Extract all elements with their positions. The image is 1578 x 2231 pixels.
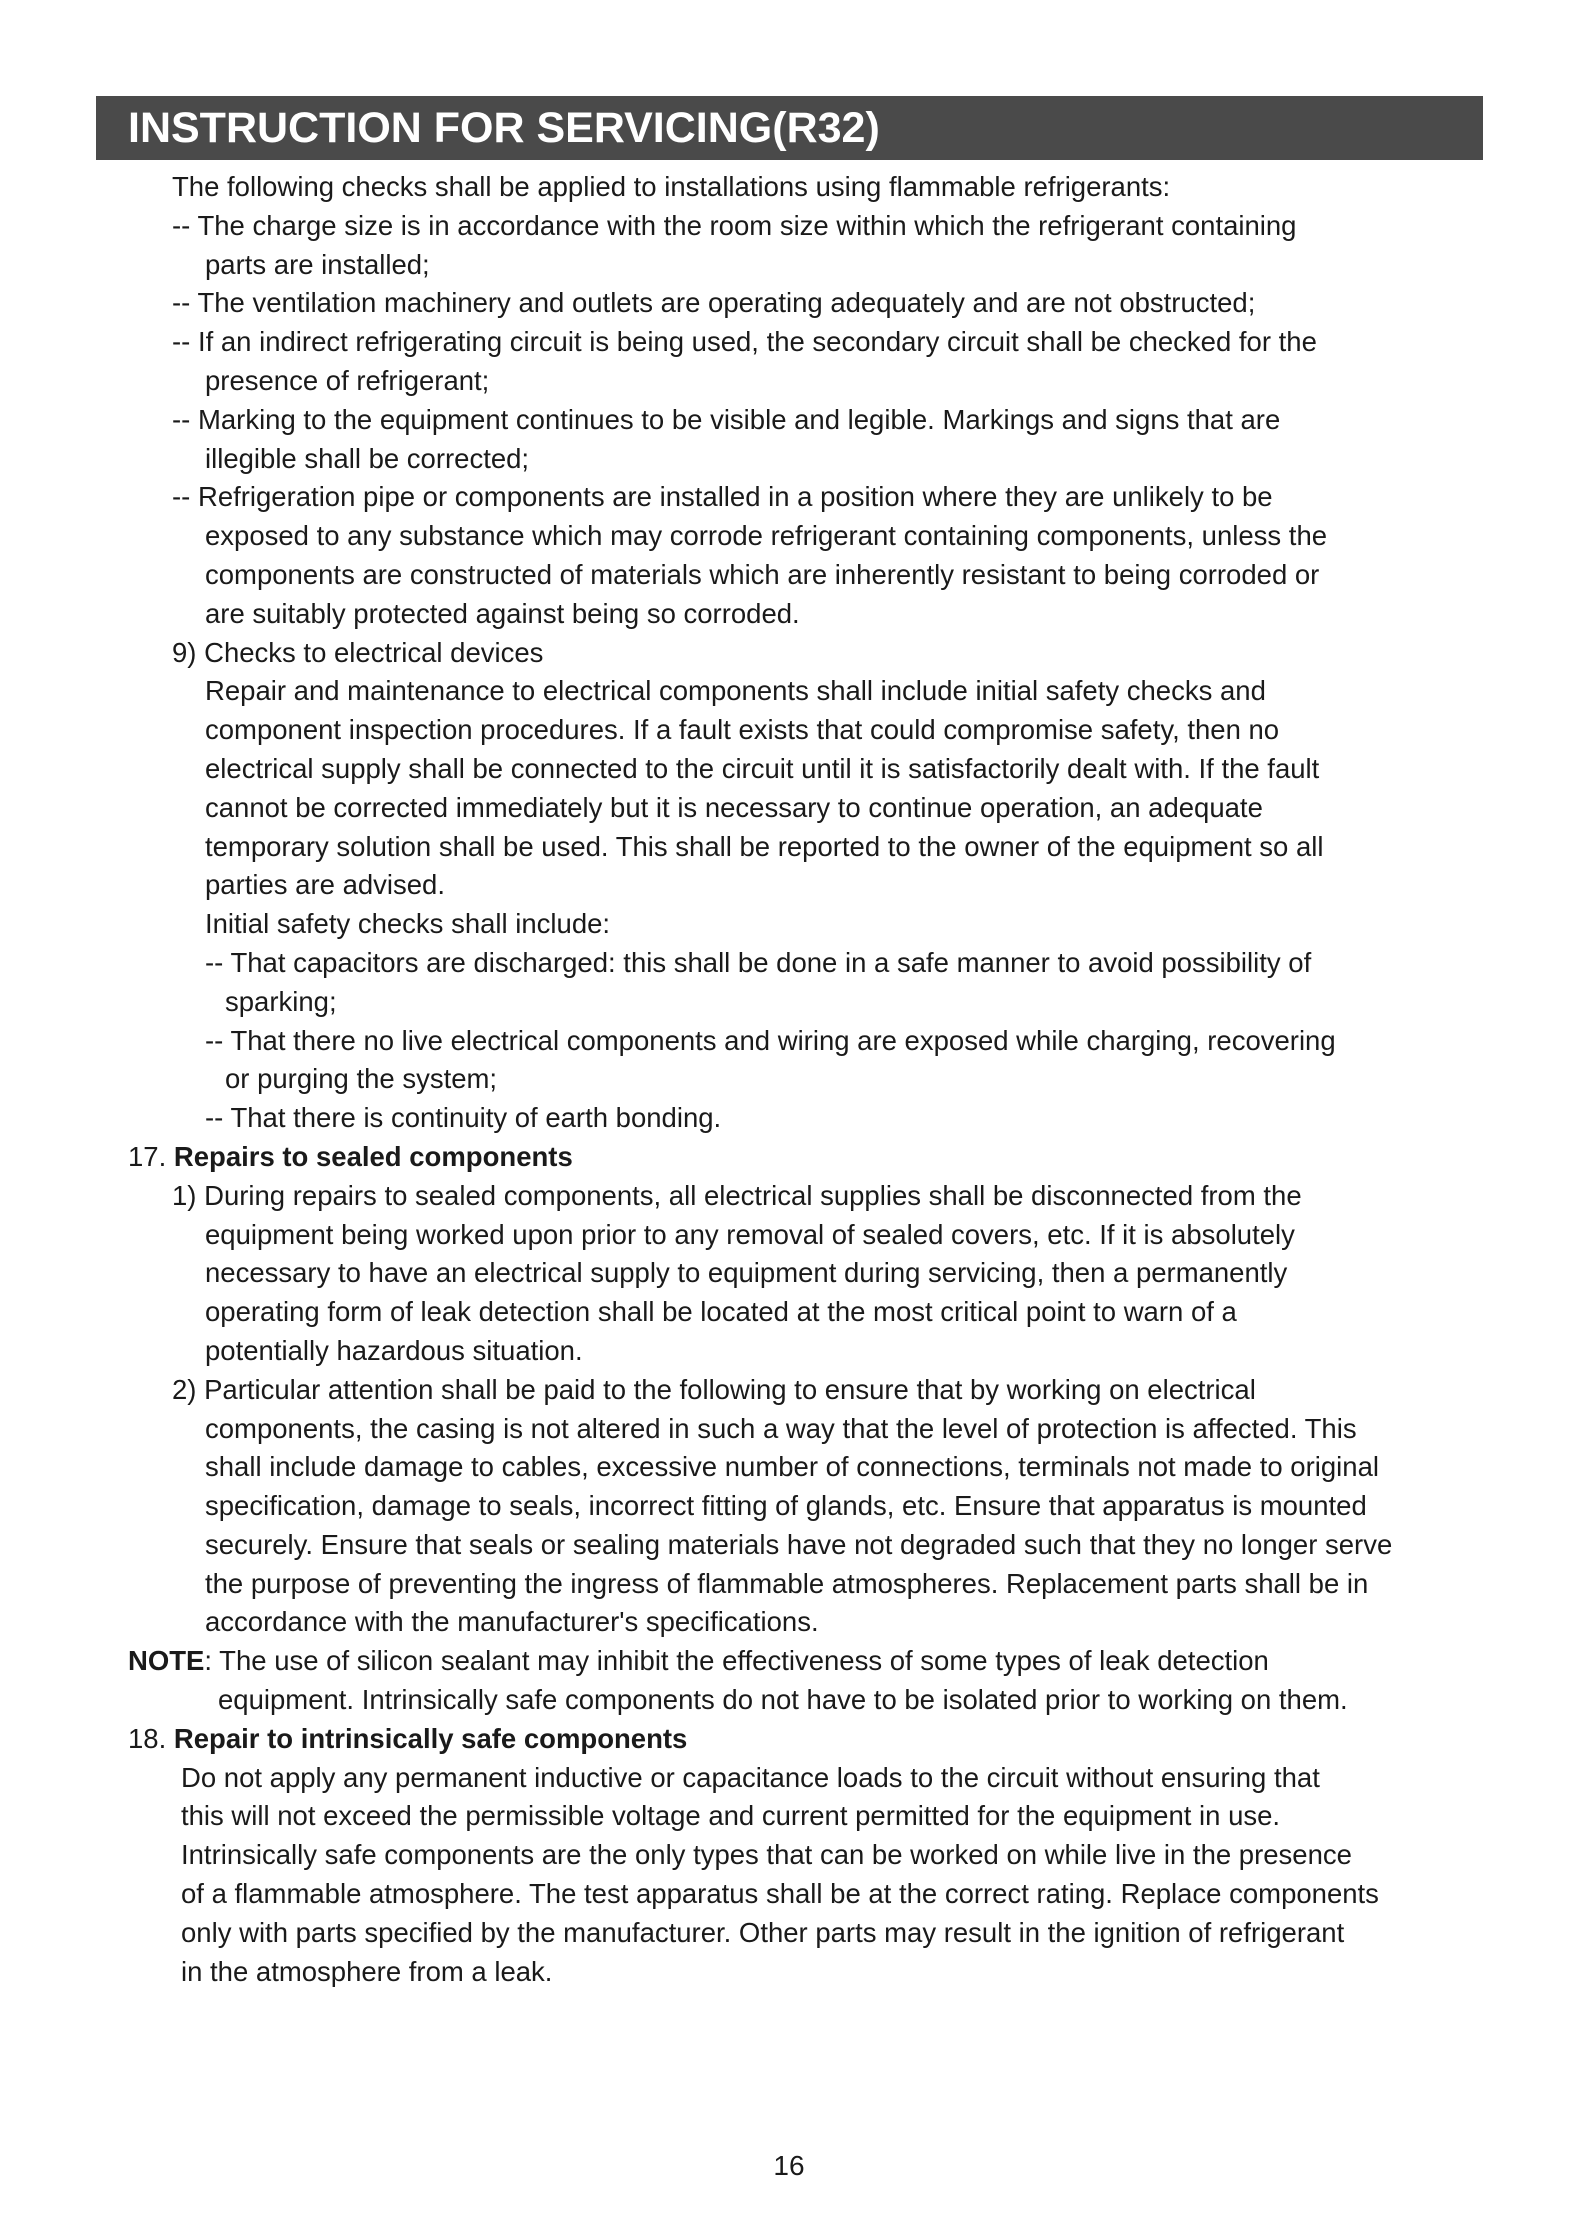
text-line	[0, 944, 1578, 983]
text-segment: Initial safety checks shall include:	[205, 908, 611, 940]
bold-text: NOTE	[128, 1645, 205, 1677]
text-line	[0, 1953, 1578, 1992]
text-line	[0, 1022, 1578, 1061]
text-segment: components, the casing is not altered in such a way that the level of protection is affected. This	[205, 1412, 1357, 1444]
text-line	[0, 1681, 1578, 1720]
text-segment: Repair and maintenance to electrical components shall include initial safety checks and	[205, 675, 1266, 707]
text-segment: potentially hazardous situation.	[205, 1334, 583, 1366]
text-segment: securely. Ensure that seals or sealing materials have not degraded such that they no longer serve	[205, 1528, 1393, 1560]
text-line	[0, 246, 1578, 285]
text-segment: component inspection procedures. If a fault exists that could compromise safety, then no	[205, 714, 1280, 746]
text-line	[0, 1332, 1578, 1371]
text-segment: The following checks shall be applied to installations using flammable refrigerants:	[172, 171, 1171, 202]
text-segment: parts are installed;	[205, 248, 430, 280]
text-line	[0, 1216, 1578, 1255]
text-line	[0, 1875, 1578, 1914]
text-line	[0, 1526, 1578, 1565]
text-segment: equipment being worked upon prior to any removal of sealed covers, etc. If it is absolutely	[205, 1218, 1295, 1250]
text-segment: Intrinsically safe components are the only types that can be worked on while live in the presence	[181, 1839, 1352, 1871]
text-line	[0, 440, 1578, 479]
text-line	[0, 1371, 1578, 1410]
text-segment: this will not exceed the permissible voltage and current permitted for the equipment in use.	[181, 1800, 1281, 1832]
text-line	[0, 828, 1578, 867]
text-line	[0, 1603, 1578, 1642]
text-line	[0, 672, 1578, 711]
text-segment: -- The charge size is in accordance with the room size within which the refrigerant containing	[172, 209, 1297, 241]
text-segment: 9) Checks to electrical devices	[172, 636, 544, 668]
text-line	[0, 362, 1578, 401]
text-line	[0, 634, 1578, 673]
text-segment: in the atmosphere from a leak.	[181, 1955, 553, 1987]
text-line	[0, 556, 1578, 595]
text-line	[0, 478, 1578, 517]
text-line	[0, 983, 1578, 1022]
text-segment: -- That there is continuity of earth bonding.	[205, 1102, 722, 1134]
text-line	[0, 1060, 1578, 1099]
page-number: 16	[773, 2150, 805, 2181]
text-line	[0, 1138, 1578, 1177]
bold-text: Repair to intrinsically safe components	[173, 1722, 688, 1754]
text-line	[0, 323, 1578, 362]
text-segment: electrical supply shall be connected to the circuit until it is satisfactorily dealt with. If the fault	[205, 752, 1320, 784]
text-segment: necessary to have an electrical supply to equipment during servicing, then a permanently	[205, 1257, 1288, 1289]
text-segment: cannot be corrected immediately but it is necessary to continue operation, an adequate	[205, 791, 1263, 823]
text-segment: parties are advised.	[205, 869, 445, 901]
text-segment: specification, damage to seals, incorrect fitting of glands, etc. Ensure that apparatus is mounted	[205, 1490, 1367, 1522]
text-segment: the purpose of preventing the ingress of flammable atmospheres. Replacement parts shall be in	[205, 1567, 1369, 1599]
section-header-bar	[96, 96, 1483, 160]
text-segment: or purging the system;	[225, 1063, 498, 1095]
text-segment: operating form of leak detection shall be located at the most critical point to warn of a	[205, 1296, 1237, 1328]
text-line	[0, 168, 1578, 207]
text-segment: exposed to any substance which may corrode refrigerant containing components, unless the	[205, 520, 1328, 552]
text-line	[0, 905, 1578, 944]
text-segment: are suitably protected against being so corroded.	[205, 597, 800, 629]
text-line	[0, 1254, 1578, 1293]
text-segment: components are constructed of materials which are inherently resistant to being corroded or	[205, 558, 1320, 590]
section-title: INSTRUCTION FOR SERVICING(R32)	[128, 104, 880, 152]
text-segment: accordance with the manufacturer's specifications.	[205, 1606, 819, 1638]
text-line	[0, 1642, 1578, 1681]
text-segment: -- The ventilation machinery and outlets are operating adequately and are not obstructed;	[172, 287, 1256, 319]
text-line	[0, 595, 1578, 634]
text-segment: temporary solution shall be used. This shall be reported to the owner of the equipment so all	[205, 830, 1324, 862]
text-line	[0, 401, 1578, 440]
text-segment: only with parts specified by the manufacturer. Other parts may result in the ignition of refrigerant	[181, 1916, 1345, 1948]
text-segment: equipment. Intrinsically safe components do not have to be isolated prior to working on them.	[218, 1684, 1348, 1716]
text-line	[0, 1720, 1578, 1759]
document-body	[0, 168, 1578, 1991]
text-segment: -- Refrigeration pipe or components are installed in a position where they are unlikely to be	[172, 481, 1273, 513]
text-segment: presence of refrigerant;	[205, 364, 490, 396]
text-line	[0, 1293, 1578, 1332]
text-segment: : The use of silicon sealant may inhibit the effectiveness of some types of leak detection	[204, 1645, 1269, 1677]
text-line	[0, 1448, 1578, 1487]
text-segment: illegible shall be corrected;	[205, 442, 530, 474]
text-line	[0, 866, 1578, 905]
text-line	[0, 284, 1578, 323]
text-line	[0, 1565, 1578, 1604]
text-line	[0, 207, 1578, 246]
text-segment: 17.	[128, 1140, 174, 1172]
text-line	[0, 1836, 1578, 1875]
text-segment: of a flammable atmosphere. The test apparatus shall be at the correct rating. Replace components	[181, 1878, 1379, 1910]
text-line	[0, 1914, 1578, 1953]
text-line	[0, 1099, 1578, 1138]
text-segment: -- If an indirect refrigerating circuit is being used, the secondary circuit shall be checked for the	[172, 326, 1317, 358]
text-segment: shall include damage to cables, excessive number of connections, terminals not made to original	[205, 1451, 1379, 1483]
text-line	[0, 517, 1578, 556]
bold-text: Repairs to sealed components	[173, 1140, 573, 1172]
text-segment: Do not apply any permanent inductive or capacitance loads to the circuit without ensuring that	[181, 1761, 1320, 1793]
text-segment: -- That there no live electrical components and wiring are exposed while charging, recovering	[205, 1024, 1336, 1056]
text-line	[0, 1759, 1578, 1798]
text-segment: sparking;	[225, 985, 337, 1017]
text-line	[0, 1410, 1578, 1449]
text-line	[0, 1177, 1578, 1216]
text-segment: 2) Particular attention shall be paid to the following to ensure that by working on electrical	[172, 1373, 1256, 1405]
text-line	[0, 711, 1578, 750]
text-segment: -- That capacitors are discharged: this shall be done in a safe manner to avoid possibility of	[205, 946, 1312, 978]
text-line	[0, 1797, 1578, 1836]
text-segment: -- Marking to the equipment continues to be visible and legible. Markings and signs that are	[172, 403, 1281, 435]
text-line	[0, 750, 1578, 789]
text-segment: 18.	[128, 1722, 174, 1754]
text-segment: 1) During repairs to sealed components, all electrical supplies shall be disconnected from the	[172, 1179, 1302, 1211]
text-line	[0, 1487, 1578, 1526]
text-line	[0, 789, 1578, 828]
